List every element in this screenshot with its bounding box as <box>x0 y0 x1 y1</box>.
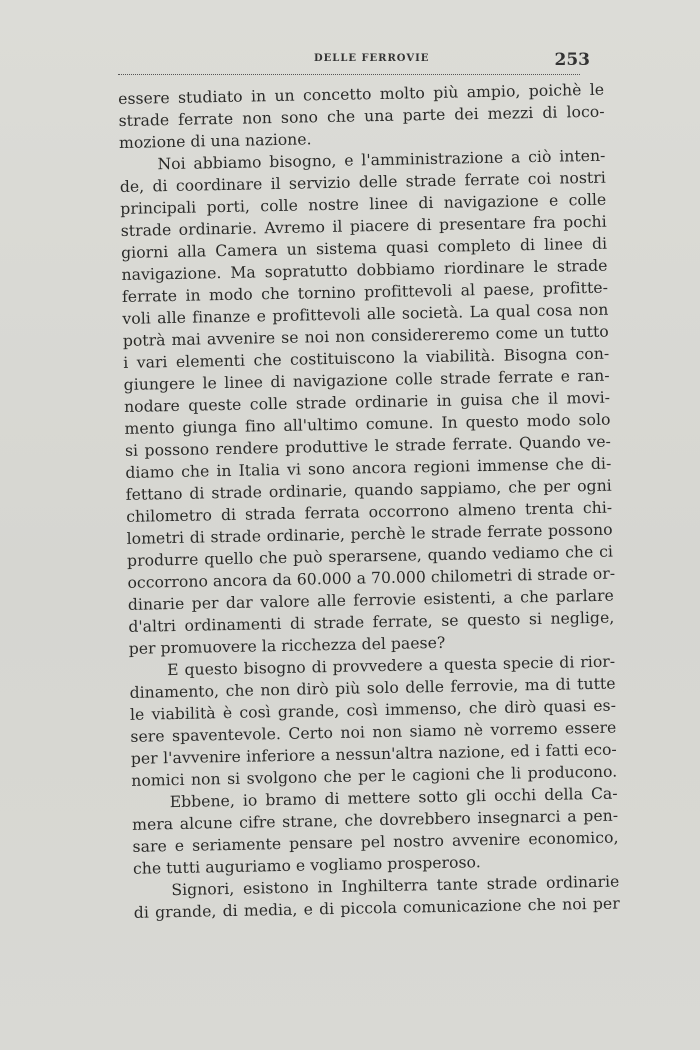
text-line: giungere le linee di navigazione colle strade ferrate e ran- <box>123 366 610 394</box>
text-line: diamo che in Italia vi sono ancora regioni immense che di- <box>125 454 612 482</box>
text-line: dinamento, che non dirò più solo delle ferrovie, ma di tutte <box>129 674 616 702</box>
text-line: nodare queste colle strade ordinarie in guisa che il movi- <box>123 388 611 416</box>
page-header <box>118 50 598 82</box>
text-line: d'altri ordinamenti di strade ferrate, se questo si neglige, <box>128 608 615 636</box>
text-line: per promuovere la ricchezza del paese? <box>128 633 446 658</box>
text-line: nomici non si svolgono che per le cagioni che li producono. <box>131 762 618 790</box>
text-line: i vari elementi che costituiscono la viabilità. Bisogna con- <box>123 344 610 372</box>
text-line: occorrono ancora da 60.000 a 70.000 chilometri di strade or- <box>127 564 616 592</box>
text-line: Ebbene, io bramo di mettere sotto gli occhi della Ca- <box>169 784 618 812</box>
text-line: navigazione. Ma sopratutto dobbiamo riordinare le strade <box>121 256 608 284</box>
text-line: mento giunga fino all'ultimo comune. In questo modo solo <box>124 410 611 438</box>
page-number: 253 <box>554 50 590 70</box>
text-line: E questo bisogno di provvedere a questa specie di rior- <box>167 652 616 680</box>
text-line: Signori, esistono in Inghilterra tante strade ordinarie <box>171 872 620 900</box>
text-line: di grande, di media, e di piccola comunicazione che noi per <box>133 894 620 922</box>
text-line: per l'avvenire inferiore a nessun'altra nazione, ed i fatti eco- <box>130 740 617 768</box>
text-line: le viabilità è così grande, così immenso, che dirò quasi es- <box>129 696 617 724</box>
text-line: che tutti auguriamo e vogliamo prosperoso. <box>132 853 481 878</box>
text-line: potrà mai avvenire se noi non considereremo come un tutto <box>122 322 609 350</box>
text-line: si possono rendere produttive le strade ferrate. Quando ve- <box>124 432 612 460</box>
header-rule <box>118 74 580 75</box>
text-line: fettano di strade ordinarie, quando sappiamo, che per ogni <box>125 476 612 504</box>
text-line: Noi abbiamo bisogno, e l'amministrazione a ciò inten- <box>157 146 606 174</box>
text-line: voli alle finanze e profittevoli alle società. La qual cosa non <box>122 300 609 328</box>
text-line: principali porti, colle nostre linee di navigazione e colle <box>120 190 607 218</box>
text-line: chilometro di strada ferrata occorrono almeno trenta chi- <box>126 498 613 526</box>
text-line: essere studiato in un concetto molto più ampio, poichè le <box>118 80 605 108</box>
text-line: ferrate in modo che tornino profittevoli al paese, profitte- <box>121 278 609 306</box>
text-line: mera alcune cifre strane, che dovrebbero insegnarci a pen- <box>131 806 619 834</box>
text-line: de, di coordinare il servizio delle strade ferrate coi nostri <box>119 168 606 196</box>
text-line: strade ferrate non sono che una parte dei mezzi di loco- <box>118 102 605 130</box>
text-line: sare e seriamente pensare pel nostro avvenire economico, <box>132 828 619 856</box>
text-line: sere spaventevole. Certo noi non siamo nè vorremo essere <box>130 718 617 746</box>
text-line: produrre quello che può sperarsene, quando vediamo che ci <box>126 542 614 570</box>
text-line: giorni alla Camera un sistema quasi completo di linee di <box>120 234 608 262</box>
body-text <box>118 79 620 924</box>
running-title: DELLE FERROVIE <box>314 53 430 64</box>
text-line: mozione di una nazione. <box>118 130 312 152</box>
text-line: strade ordinarie. Avremo il piacere di presentare fra pochi <box>120 212 607 240</box>
text-line: lometri di strade ordinarie, perchè le strade ferrate possono <box>126 520 613 548</box>
text-line: dinarie per dar valore alle ferrovie esistenti, a che parlare <box>127 586 615 614</box>
